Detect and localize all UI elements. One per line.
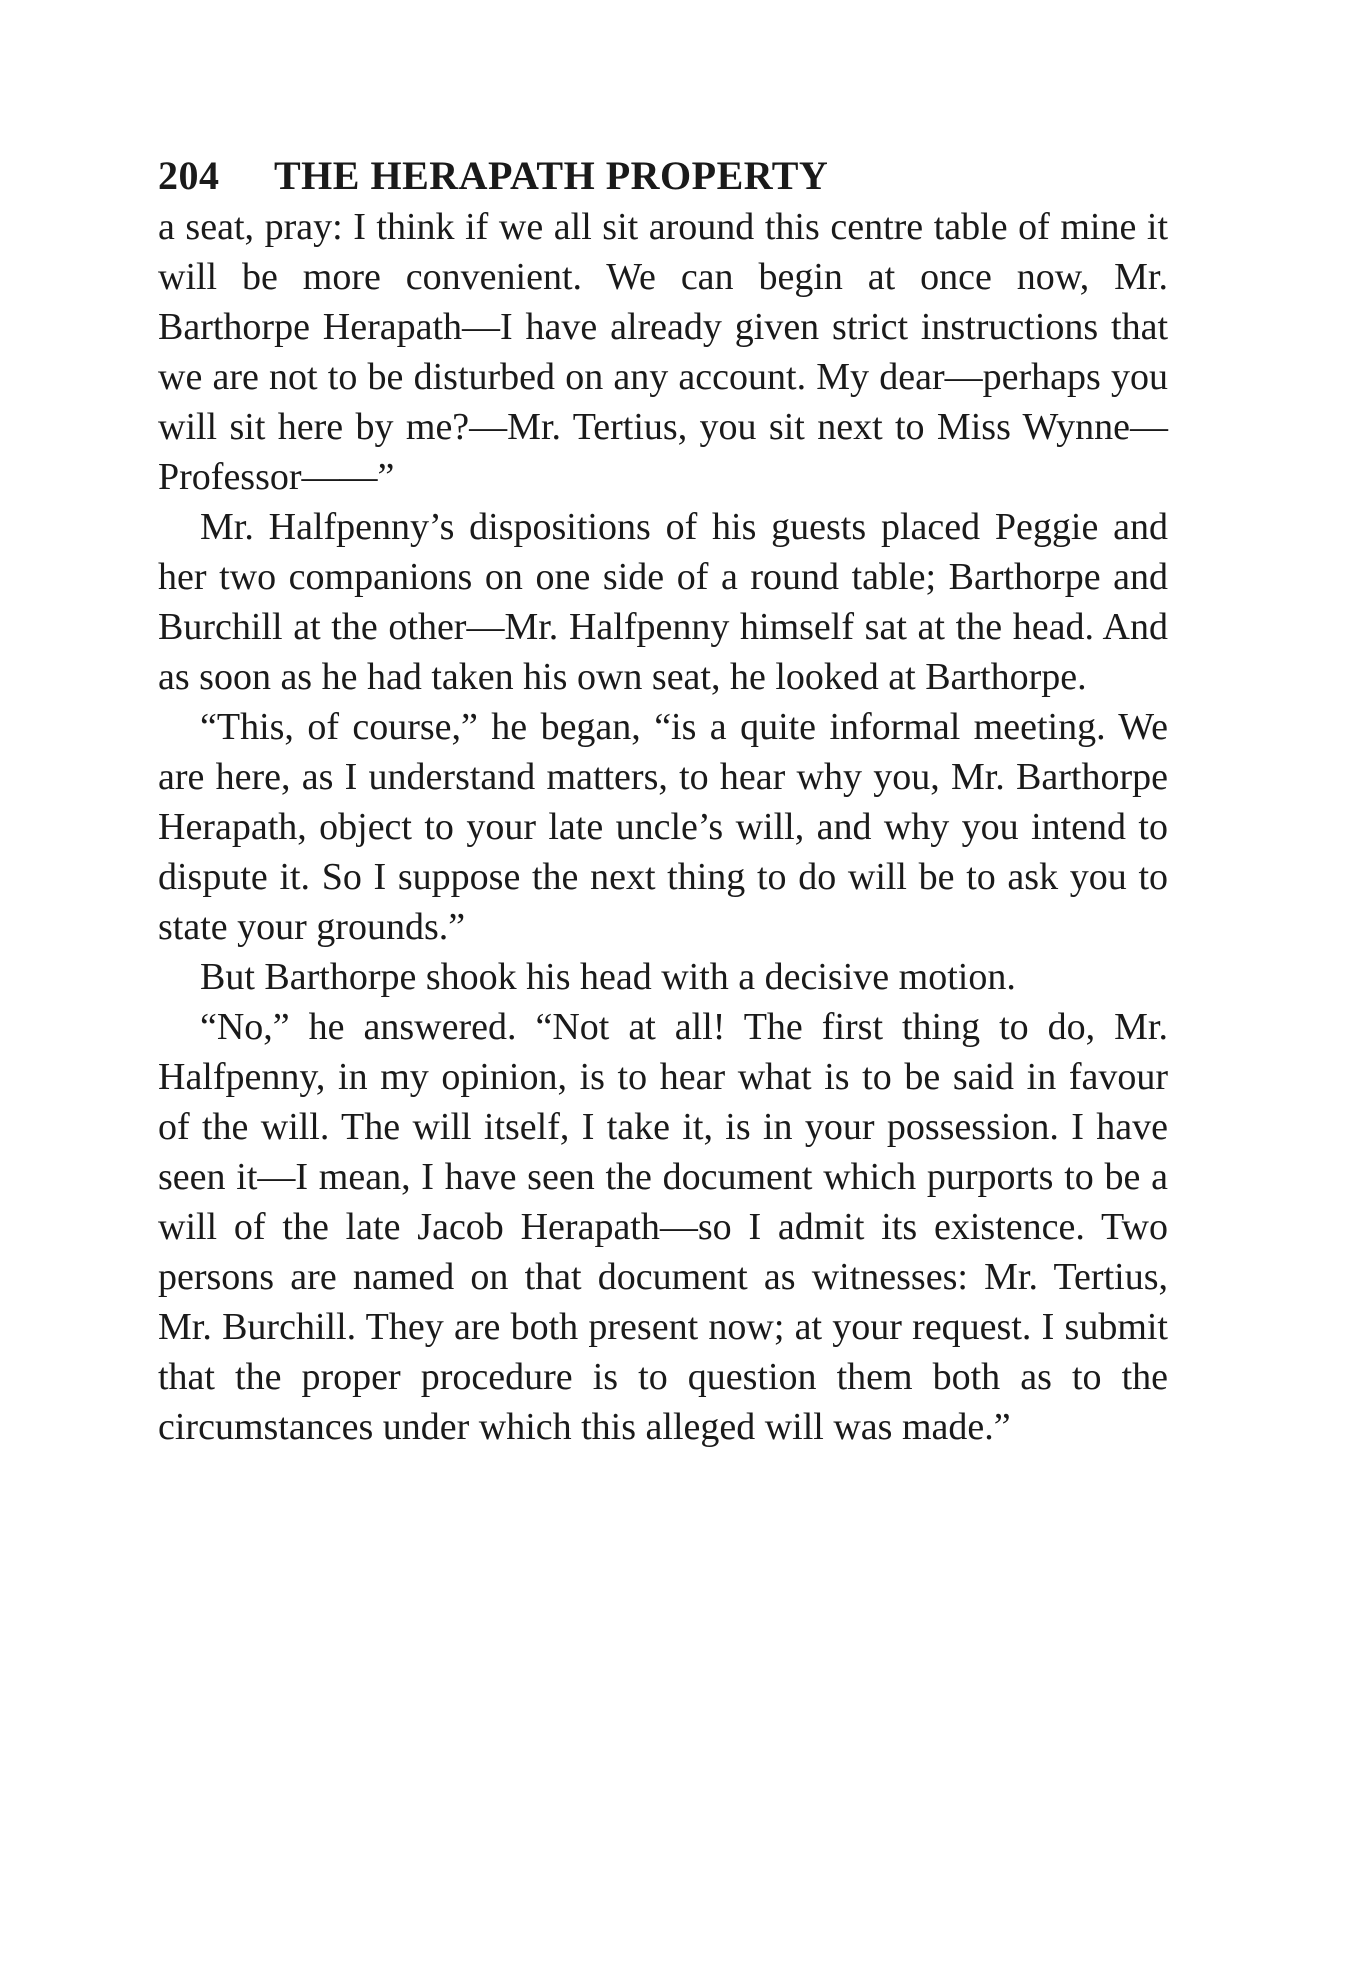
paragraph: “This, of course,” he began, “is a quite informal meeting. We are here, as I understand matters, to hear why you, Mr. Barthorpe Herapath, object to your late uncle’s will, and why you intend to dispute it. So I suppose the next thing to do will be to ask you to state your grounds.” [158, 706, 1168, 948]
page-number: 204 [158, 153, 220, 198]
paragraph: “No,” he answered. “Not at all! The first thing to do, Mr. Halfpenny, in my opinion, is to hear what is to be said in favour of the will. The will itself, I take it, is in your possession. I have seen it—I mean, I have seen the document which purports to be a will of the late Jacob Herapath—so I admit its existence. Two persons are named on that document as witnesses: Mr. Tertius, Mr. Burchill. They are both present now; at your request. I submit that the proper procedure is to question them both as to the circumstances under which this alleged will was made.” [158, 1006, 1168, 1448]
running-head [158, 150, 1168, 202]
paragraph: But Barthorpe shook his head with a decisive motion. [200, 956, 1016, 998]
running-title: THE HERAPATH PROPERTY [274, 153, 829, 198]
body-text [158, 202, 1168, 1452]
paragraph-continued: a seat, pray: I think if we all sit around this centre table of mine it will be more convenient. We can begin at once now, Mr. Barthorpe Herapath—I have already given strict instructions that we are not to be disturbed on any account. My dear—perhaps you will sit here by me?—Mr. Tertius, you sit next to Miss Wynne—Professor——” [158, 206, 1168, 498]
book-page [158, 150, 1168, 1452]
paragraph: Mr. Halfpenny’s dispositions of his guests placed Peggie and her two companions on one side of a round table; Barthorpe and Burchill at the other—Mr. Halfpenny himself sat at the head. And as soon as he had taken his own seat, he looked at Barthorpe. [158, 506, 1168, 698]
